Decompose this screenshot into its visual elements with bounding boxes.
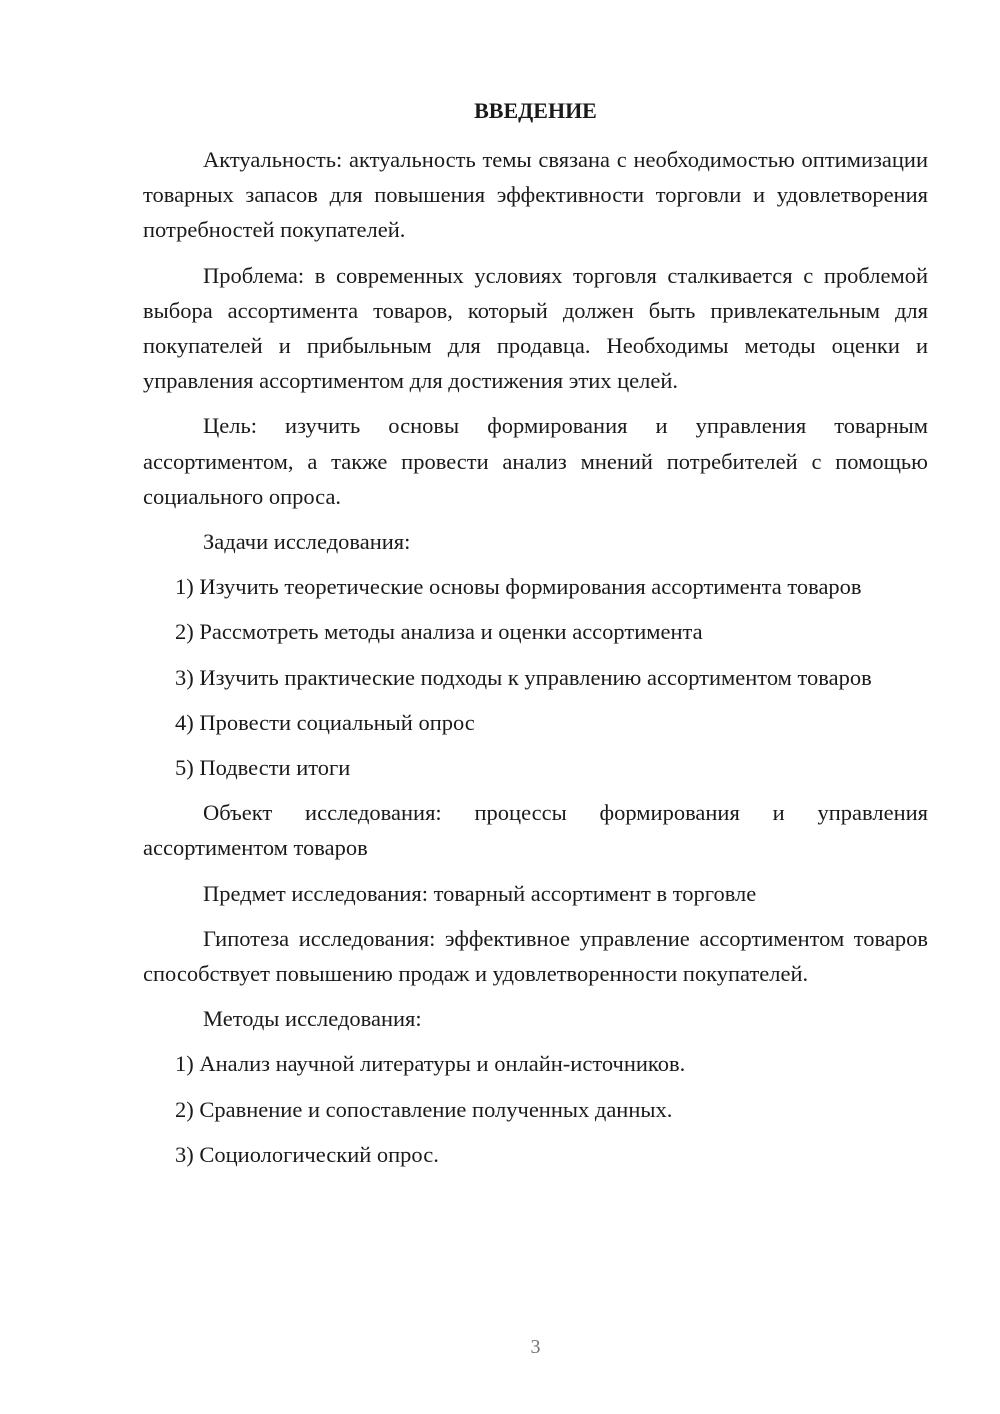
object-paragraph: Объект исследования: процессы формирования и управления ассортиментом товаров: [143, 800, 928, 861]
methods-title: Методы исследования:: [203, 1006, 422, 1032]
task-item: 4) Провести социальный опрос: [175, 709, 475, 735]
task-item: 5) Подвести итоги: [175, 755, 351, 781]
tasks-title: Задачи исследования:: [203, 529, 411, 555]
method-item: 1) Анализ научной литературы и онлайн-источников.: [175, 1051, 686, 1077]
document-page: [143, 0, 928, 1414]
relevance-paragraph: Актуальность: актуальность темы связана с необходимостью оптимизации товарных запасов для повышения эффективности торговли и удовлетворения потребностей покупателей.: [143, 147, 928, 243]
document-body: [143, 142, 928, 1182]
page-title: ВВЕДЕНИЕ: [474, 98, 597, 123]
method-item: 2) Сравнение и сопоставление полученных данных.: [175, 1096, 673, 1122]
hypothesis-paragraph: Гипотеза исследования: эффективное управление ассортиментом товаров способствует повышению продаж и удовлетворенности покупателей.: [143, 925, 928, 987]
page-number: 3: [530, 1336, 541, 1358]
task-item: 3) Изучить практические подходы к управлению ассортиментом товаров: [175, 664, 872, 690]
subject-paragraph: Предмет исследования: товарный ассортимент в торговле: [203, 880, 757, 906]
task-item: 1) Изучить теоретические основы формирования ассортимента товаров: [175, 574, 862, 600]
task-item: 2) Рассмотреть методы анализа и оценки ассортимента: [175, 619, 703, 645]
problem-paragraph: Проблема: в современных условиях торговля сталкивается с проблемой выбора ассортимента товаров, который должен быть привлекательным для покупателей и прибыльным для продавца. Необходимы методы оценки и управления ассортиментом для достижения этих целей.: [143, 262, 928, 394]
method-item: 3) Социологический опрос.: [175, 1141, 439, 1167]
goal-paragraph: Цель: изучить основы формирования и управления товарным ассортиментом, а также провести анализ мнений потребителей с помощью социального опроса.: [143, 413, 928, 509]
